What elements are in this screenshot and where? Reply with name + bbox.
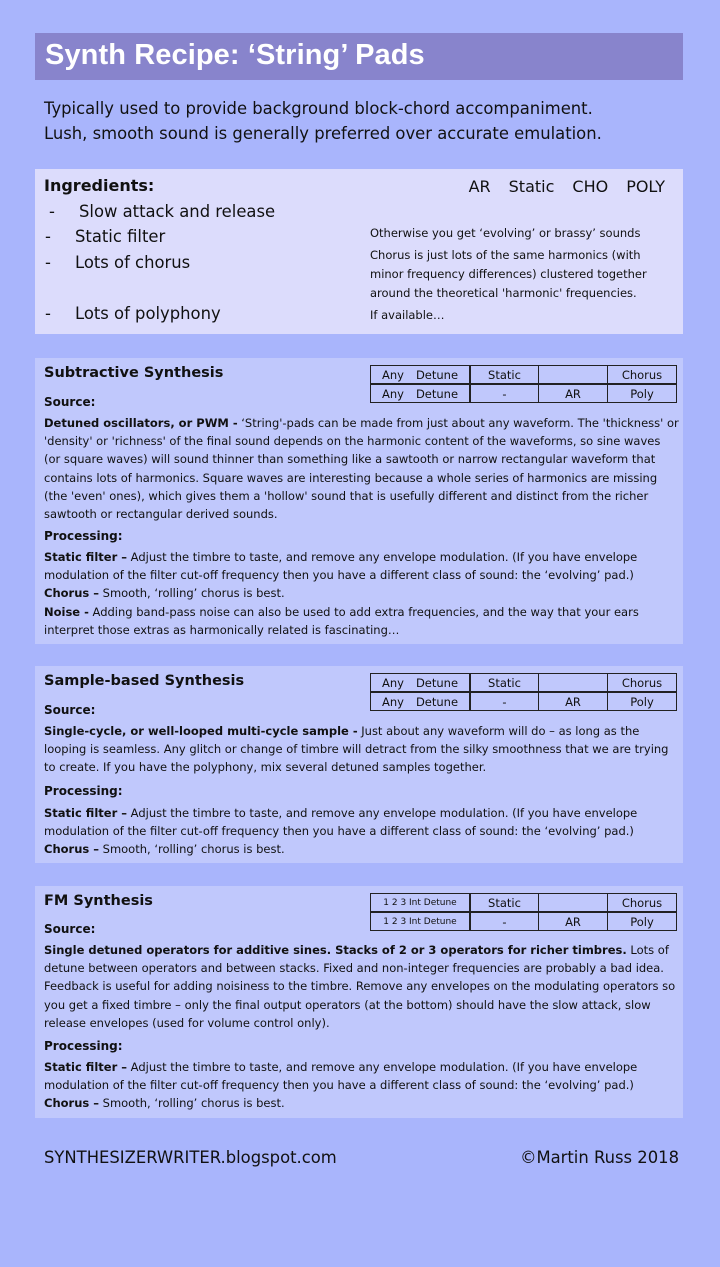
table-cell: AR [539,384,608,403]
ingredients-heading: Ingredients: [44,176,155,195]
tag-poly: POLY [626,177,665,196]
processing-label: Processing: [44,784,123,798]
table-cell: Chorus [608,674,677,693]
table-cell: Chorus [608,366,677,385]
source-label: Source: [44,395,96,409]
source-text: Detuned oscillators, or PWM - ‘String'-pads can be made from just about any waveform. The 'thickness' or 'density' or 'richness' of the final sound depends on the harmonic content of the waveforms, so sine waves (or square waves) will sound thinner than something like a sawtooth or narrow rectangular waveform that contains lots of harmonics. Square waves are interesting because a whole series of harmonics are missing (the 'even' ones), which gives them a 'hollow' sound that is usefully different and distinct from the richer sawtooth or rectangular derived sounds. [44,416,679,522]
table-cell: 1 2 3 Int Detune [371,894,471,913]
table-cell: Static [470,366,539,385]
ingredients-panel [35,169,683,334]
table-cell [539,366,608,385]
footer-copyright: ©Martin Russ 2018 [520,1148,679,1167]
section-title: Subtractive Synthesis [44,365,224,381]
table-cell: Any Detune [371,674,471,693]
bullet-dash: - [45,227,51,246]
processing-label: Processing: [44,529,123,543]
section-sample-based [35,666,683,863]
processing-label: Processing: [44,1039,123,1053]
bullet-dash: - [49,202,55,221]
intro-line: Lush, smooth sound is generally preferred over accurate emulation. [44,124,602,143]
table-cell: - [470,912,539,931]
intro-text [44,96,684,146]
parameter-table [370,673,677,711]
source-label: Source: [44,703,96,717]
table-cell: AR [539,692,608,711]
table-cell [539,894,608,913]
intro-line: Typically used to provide background block-chord accompaniment. [44,99,593,118]
section-subtractive [35,358,683,644]
table-cell: Chorus [608,894,677,913]
ingredient-note: Chorus is just lots of the same harmonics (with minor frequency differences) clustered together around the theoretical 'harmonic' frequencies. [370,248,647,300]
source-label: Source: [44,922,96,936]
source-text: Single detuned operators for additive sines. Stacks of 2 or 3 operators for richer timbres. Lots of detune between operators and between stacks. Fixed and non-integer frequencies are probably a bad idea. Feedback is useful for adding noisiness to the timbre. Remove any envelopes on the modulating operators so you get a fixed timbre – only the final output operators (at the bottom) should have the slow attack, slow release envelopes (used for volume control only). [44,943,676,1030]
processing-text: Static filter – Adjust the timbre to taste, and remove any envelope modulation. (If you have envelope modulation of the filter cut-off frequency then you have a different class of sound: the ‘evolving’ pad.) Chorus – Smooth, ‘rolling’ chorus is best. Noise - Adding band-pass noise can also be used to add extra frequencies, and the way that your ears interpret those extras as harmonically related is fascinating… [44,550,639,637]
ingredient-item [49,202,275,221]
table-cell: Static [470,674,539,693]
section-fm [35,886,683,1118]
table-cell: 1 2 3 Int Detune [371,912,471,931]
bullet-dash: - [45,253,51,272]
tag-cho: CHO [572,177,609,196]
source-text: Single-cycle, or well-looped multi-cycle sample - Just about any waveform will do – as long as the looping is seamless. Any glitch or change of timbre will detract from the silky smoothness that we are trying to create. If you have the polyphony, mix several detuned samples together. [44,724,669,775]
ingredient-text: Lots of chorus [75,253,191,272]
parameter-table [370,893,677,931]
ingredient-text: Slow attack and release [79,202,276,221]
table-cell: Poly [608,384,677,403]
ingredient-item [45,304,221,323]
table-cell: - [470,384,539,403]
ingredient-item [45,227,165,246]
bullet-dash: - [45,304,51,323]
title-bar [35,33,683,80]
table-cell: AR [539,912,608,931]
ingredient-text: Static filter [75,227,166,246]
table-cell: Static [470,894,539,913]
page-title: Synth Recipe: ‘String’ Pads [45,39,425,71]
tag-static: Static [508,177,555,196]
ingredient-item [45,253,190,272]
table-cell: Any Detune [371,366,471,385]
ingredient-text: Lots of polyphony [75,304,221,323]
tag-ar: AR [468,177,491,196]
table-cell: - [470,692,539,711]
section-title: Sample-based Synthesis [44,673,245,689]
ingredients-tags [469,177,665,196]
footer-site-link[interactable]: SYNTHESIZERWRITER.blogspot.com [44,1148,337,1167]
ingredient-note: If available… [370,308,445,322]
processing-text: Static filter – Adjust the timbre to taste, and remove any envelope modulation. (If you have envelope modulation of the filter cut-off frequency then you have a different class of sound: the ‘evolving’ pad.) Chorus – Smooth, ‘rolling’ chorus is best. [44,1060,638,1111]
table-cell: Any Detune [371,384,471,403]
table-cell: Poly [608,912,677,931]
parameter-table [370,365,677,403]
table-cell: Poly [608,692,677,711]
section-title: FM Synthesis [44,893,153,909]
processing-text: Static filter – Adjust the timbre to taste, and remove any envelope modulation. (If you have envelope modulation of the filter cut-off frequency then you have a different class of sound: the ‘evolving’ pad.) Chorus – Smooth, ‘rolling’ chorus is best. [44,806,638,857]
table-cell [539,674,608,693]
table-cell: Any Detune [371,692,471,711]
ingredient-note: Otherwise you get ‘evolving’ or brassy’ sounds [370,226,641,240]
